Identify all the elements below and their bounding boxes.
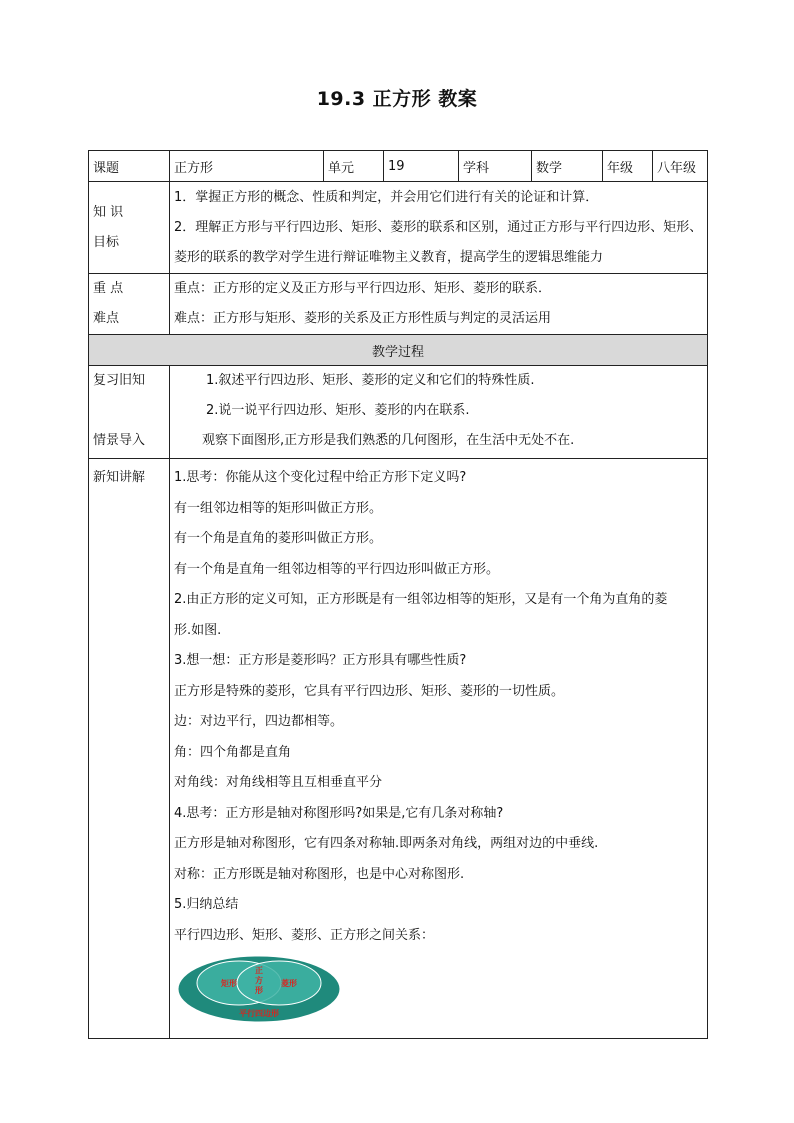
new-content xyxy=(170,459,708,1039)
course-value: 正方形 xyxy=(170,151,324,182)
rect-label: 矩形 xyxy=(221,979,237,988)
key-label-1: 重 点 xyxy=(93,281,124,296)
square-label-3: 形 xyxy=(255,986,263,995)
new-line: 正方形是轴对称图形，它有四条对称轴.即两条对角线，两组对边的中垂线. xyxy=(174,836,599,851)
new-line: 2.由正方形的定义可知，正方形既是有一组邻边相等的矩形，又是有一个角为直角的菱 xyxy=(174,592,668,607)
new-line: 平行四边形、矩形、菱形、正方形之间关系： xyxy=(174,927,435,943)
review-row xyxy=(89,366,708,459)
square-label-1: 正 xyxy=(255,966,263,975)
new-line: 对角线：对角线相等且互相垂直平分 xyxy=(174,775,383,790)
lesson-plan-table xyxy=(88,150,708,1039)
new-line: 1.思考：你能从这个变化过程中给正方形下定义吗? xyxy=(174,470,467,485)
header-row xyxy=(89,151,708,182)
goals-content xyxy=(170,182,708,274)
key-content xyxy=(170,274,708,335)
scene-line-1: 观察下面图形,正方形是我们熟悉的几何图形，在生活中无处不在. xyxy=(202,433,575,448)
goals-line-1: 1．掌握正方形的概念、性质和判定，并会用它们进行有关的论证和计算． xyxy=(174,189,599,205)
scene-label: 情景导入 xyxy=(93,433,146,448)
process-title: 教学过程 xyxy=(89,335,708,366)
key-label-2: 难点 xyxy=(93,311,120,326)
new-line: 对称：正方形既是轴对称图形，也是中心对称图形. xyxy=(174,866,465,882)
goals-label-2: 目标 xyxy=(93,234,120,250)
goals-line-3: 菱形的联系的教学对学生进行辩证唯物主义教育，提高学生的逻辑思维能力 xyxy=(174,249,604,265)
square-label-2: 方 xyxy=(255,976,263,985)
new-line: 角：四个角都是直角 xyxy=(174,744,292,760)
unit-label: 单元 xyxy=(324,151,384,182)
subject-label: 学科 xyxy=(459,151,532,182)
key-line-1: 重点：正方形的定义及正方形与平行四边形、矩形、菱形的联系． xyxy=(174,281,552,296)
review-content xyxy=(170,366,708,459)
review-line-1: 1.叙述平行四边形、矩形、菱形的定义和它们的特殊性质. xyxy=(206,373,535,388)
rhombus-label: 菱形 xyxy=(281,979,297,988)
new-line: 边：对边平行，四边都相等。 xyxy=(174,714,344,729)
goals-label xyxy=(89,182,170,274)
new-line: 正方形是特殊的菱形，它具有平行四边形、矩形、菱形的一切性质。 xyxy=(174,683,565,699)
subject-value: 数学 xyxy=(532,151,603,182)
new-label-text: 新知讲解 xyxy=(93,470,146,485)
process-band xyxy=(89,335,708,366)
page-title: 19.3 正方形 教案 xyxy=(316,88,478,110)
new-label xyxy=(89,459,170,1039)
course-label: 课题 xyxy=(89,151,170,182)
new-line: 有一个角是直角的菱形叫做正方形。 xyxy=(174,531,383,546)
goals-line-2: 2．理解正方形与平行四边形、矩形、菱形的联系和区别，通过正方形与平行四边形、矩形、 xyxy=(174,219,703,235)
unit-value: 19 xyxy=(384,151,459,182)
key-line-2: 难点：正方形与矩形、菱形的关系及正方形性质与判定的灵活运用 xyxy=(174,311,552,326)
goals-label-1: 知 识 xyxy=(93,204,124,220)
venn-diagram xyxy=(174,953,344,1023)
key-row xyxy=(89,274,708,335)
review-line-2: 2.说一说平行四边形、矩形、菱形的内在联系. xyxy=(206,403,470,418)
grade-label: 年级 xyxy=(603,151,653,182)
new-line: 3.想一想：正方形是菱形吗？正方形具有哪些性质? xyxy=(174,653,467,668)
new-line: 形.如图. xyxy=(174,622,222,638)
parallelogram-label: 平行四边形 xyxy=(239,1009,279,1018)
key-label xyxy=(89,274,170,335)
new-line: 4.思考：正方形是轴对称图形吗?如果是,它有几条对称轴? xyxy=(174,805,504,821)
new-line: 有一个角是直角一组邻边相等的平行四边形叫做正方形。 xyxy=(174,561,500,577)
grade-value: 八年级 xyxy=(653,151,708,182)
rhombus-ellipse xyxy=(237,961,321,1005)
new-line: 有一组邻边相等的矩形叫做正方形。 xyxy=(174,500,383,516)
goals-row xyxy=(89,182,708,274)
new-knowledge-row xyxy=(89,459,708,1039)
review-scene-labels xyxy=(89,366,170,459)
new-line: 5.归纳总结 xyxy=(174,897,239,912)
review-label: 复习旧知 xyxy=(93,373,146,388)
